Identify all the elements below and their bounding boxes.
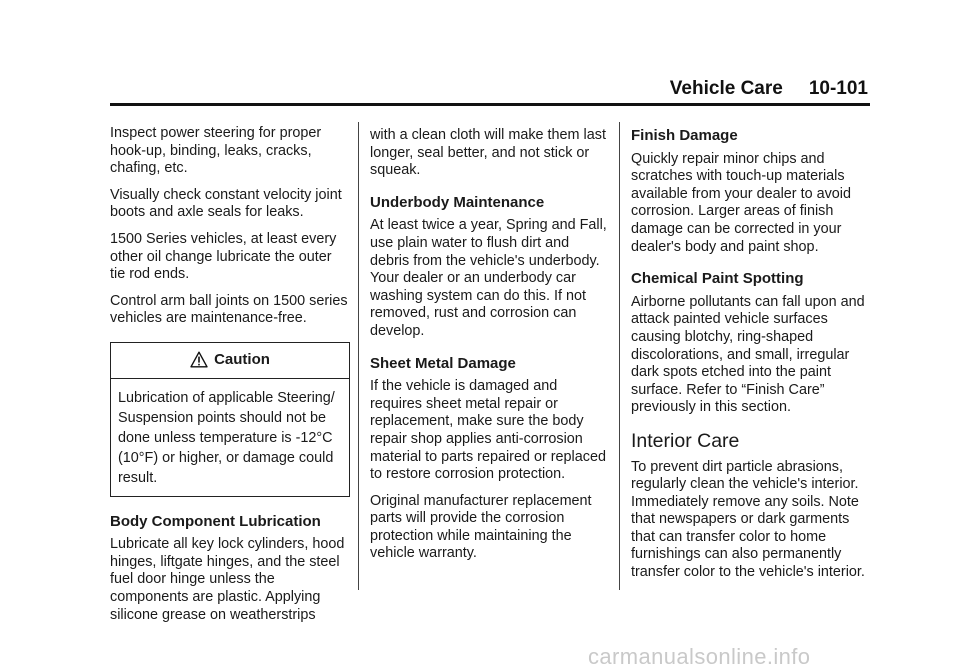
caution-box	[110, 342, 350, 497]
paragraph: Inspect power steering for proper hook-up, binding, leaks, cracks, chafing, etc.	[110, 125, 322, 177]
caution-title: Caution	[214, 350, 270, 368]
paragraph: Control arm ball joints on 1500 series vehicles are maintenance-free.	[110, 292, 348, 327]
warning-triangle-icon	[190, 351, 208, 368]
caution-body: Lubrication of applicable Steering/ Suspension points should not be done unless temperature is -12°C (10°F) or higher, or damage could result.	[118, 389, 335, 486]
header-rule	[110, 103, 870, 106]
section-heading: Underbody Maintenance	[370, 193, 545, 211]
paragraph: If the vehicle is damaged and requires sheet metal repair or replacement, make sure the body repair shop applies anti-corrosion material to parts repaired or replaced to restore corrosion protection.	[370, 378, 606, 483]
paragraph: To prevent dirt particle abrasions, regularly clean the vehicle's interior. Immediately remove any soils. Note that newspapers or dark garments that can transfer color to home furnishings can also permanently transfer color to the vehicle's interior.	[631, 458, 865, 581]
column-middle	[370, 127, 610, 572]
paragraph: with a clean cloth will make them last longer, seal better, and not stick or squeak.	[370, 127, 606, 179]
section-heading: Chemical Paint Spotting	[631, 270, 804, 288]
paragraph: Original manufacturer replacement parts will provide the corrosion protection while maintaining the vehicle warranty.	[370, 492, 592, 562]
paragraph: At least twice a year, Spring and Fall, use plain water to flush dirt and debris from the vehicle's underbody. Your dealer or an underbody car washing system can do this. If not removed, rust and corrosion can develop.	[370, 217, 607, 339]
paragraph: 1500 Series vehicles, at least every other oil change lubricate the outer tie rod ends.	[110, 230, 337, 283]
section-heading: Body Component Lubrication	[110, 512, 321, 530]
paragraph: Airborne pollutants can fall upon and attack painted vehicle surfaces causing blotchy, ring-shaped discolorations, and small, irregular dark spots etched into the paint surface. Refer to “Finish Care” previously in this section.	[631, 293, 865, 416]
column-divider	[358, 122, 359, 590]
section-heading: Finish Damage	[631, 127, 738, 144]
section-heading: Sheet Metal Damage	[370, 354, 516, 372]
chapter-heading: Interior Care	[631, 429, 740, 452]
watermark: carmanualsonline.info	[588, 644, 811, 669]
section-title: Vehicle Care	[669, 78, 783, 99]
column-divider	[619, 122, 620, 590]
paragraph: Lubricate all key lock cylinders, hood hinges, liftgate hinges, and the steel fuel door hinge unless the components are plastic. Applying silicone grease on weatherstrips	[110, 536, 345, 623]
caution-header	[111, 343, 349, 379]
column-left	[110, 125, 350, 633]
page-number: 10-101	[808, 78, 868, 99]
paragraph: Visually check constant velocity joint boots and axle seals for leaks.	[110, 186, 342, 221]
paragraph: Quickly repair minor chips and scratches with touch-up materials available from your dealer to avoid corrosion. Larger areas of finish damage can be corrected in your dealer's body and paint shop.	[631, 150, 851, 255]
page-header	[670, 78, 868, 100]
column-right	[631, 127, 871, 591]
